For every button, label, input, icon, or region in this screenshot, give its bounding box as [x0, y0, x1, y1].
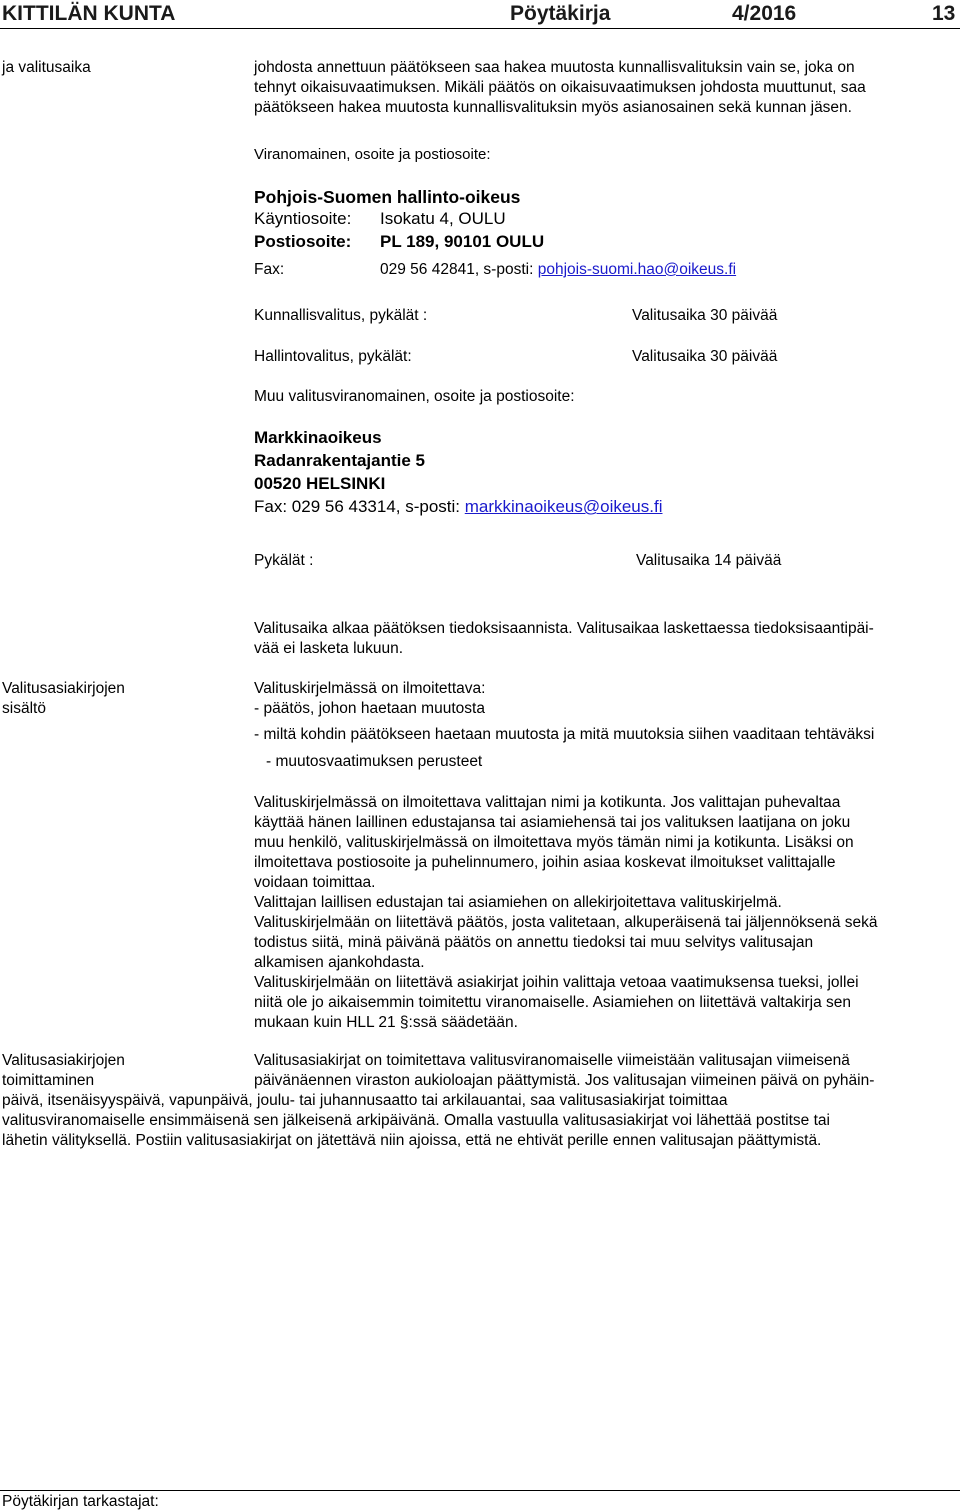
footer-inspectors-label: Pöytäkirjan tarkastajat: — [2, 1493, 159, 1510]
body-line: johdosta annettuun päätökseen saa hakea muutosta kunnallisvalituksin vain se, joka on — [254, 59, 855, 76]
fax-label: Fax: — [254, 261, 285, 278]
footer-rule — [0, 1490, 960, 1491]
contents-item: - muutosvaatimuksen perusteet — [266, 753, 483, 770]
other-authority-email-link[interactable]: markkinaoikeus@oikeus.fi — [464, 497, 663, 516]
appeal-value: Valitusaika 30 päivää — [632, 348, 778, 365]
contents-intro: Valituskirjelmässä on ilmoitettava: — [254, 680, 486, 697]
other-authority-street: Radanrakentajantie 5 — [254, 451, 426, 470]
delivery-line: päivä, itsenäisyyspäivä, vapunpäivä, joulu- tai juhannusaatto tai arkilauantai, saa valitusasiakirjat toimittaa — [2, 1092, 728, 1109]
contents-body-line: käyttää hänen laillinen edustajansa tai asiamiehensä tai jos valituksen laatijana on joku — [254, 814, 851, 831]
other-authority-intro: Muu valitusviranomainen, osoite ja postiosoite: — [254, 388, 575, 405]
authority-intro: Viranomainen, osoite ja postiosoite: — [254, 146, 491, 163]
contents-body-line: todistus siitä, minä päivänä päätös on annettu tiedoksi tai muu selvitys valitusajan — [254, 934, 814, 951]
contents-body-line: muu henkilö, valituskirjelmässä on ilmoitettava myös tämän nimi ja kotikunta. Lisäksi on — [254, 834, 854, 851]
contents-body-line: Valittajan laillisen edustajan tai asiamiehen on allekirjoitettava valituskirjelmä. — [254, 894, 782, 911]
other-authority-city: 00520 HELSINKI — [254, 474, 386, 493]
contents-body-line: Valituskirjelmään on liitettävä asiakirjat joihin valittaja vetoaa vaatimuksensa tueksi, jollei — [254, 974, 859, 991]
visit-address-value: Isokatu 4, OULU — [380, 209, 506, 228]
contents-body-line: mukaan kuin HLL 21 §:ssä säädetään. — [254, 1014, 518, 1031]
page-header — [0, 0, 960, 28]
other-authority-fax: Fax: 029 56 43314, s-posti: — [254, 497, 465, 516]
fax-email-line — [380, 260, 736, 280]
delivery-line: päivänäennen viraston aukioloajan päättymistä. Jos valitusajan viimeinen päivä on pyhäin- — [254, 1072, 875, 1089]
postal-address-label: Postiosoite: — [254, 232, 352, 251]
section-label-contents-2: sisältö — [2, 700, 46, 717]
sections-label: Pykälät : — [254, 552, 314, 569]
email-link[interactable]: pohjois-suomi.hao@oikeus.fi — [537, 261, 737, 278]
appeal-label: Kunnallisvalitus, pykälät : — [254, 307, 428, 324]
body-line: päätökseen hakea muutosta kunnallisvalituksin myös asianosainen sekä kunnan jäsen. — [254, 99, 852, 116]
header-org: KITTILÄN KUNTA — [2, 2, 176, 25]
appeal-value: Valitusaika 30 päivää — [632, 307, 778, 324]
visit-address-label: Käyntiosoite: — [254, 209, 352, 228]
section-label-valitusaika: ja valitusaika — [2, 59, 91, 76]
section-label-delivery-2: toimittaminen — [2, 1072, 95, 1089]
section-label-contents: Valitusasiakirjojen — [2, 680, 125, 697]
contents-body-line: alkamisen ajankohdasta. — [254, 954, 425, 971]
sections-value: Valitusaika 14 päivää — [636, 552, 782, 569]
appeal-label: Hallintovalitus, pykälät: — [254, 348, 412, 365]
delivery-line: Valitusasiakirjat on toimitettava valitusviranomaiselle viimeistään valitusajan viimeisenä — [254, 1052, 850, 1069]
delivery-line: valitusviranomaiselle ensimmäisenä sen jälkeisenä arkipäivänä. Omalla vastuulla valitusasiakirjat voi lähettää postitse tai — [2, 1112, 830, 1129]
postal-address-value: PL 189, 90101 OULU — [380, 232, 545, 251]
body-line: tehnyt oikaisuvaatimuksen. Mikäli päätös on oikaisuvaatimuksen johdosta muuttunut, saa — [254, 79, 866, 96]
contents-body-line: ilmoitettava postiosoite ja puhelinnumero, joihin asiaa koskevat ilmoitukset valittajalle — [254, 854, 836, 871]
header-doc-type: Pöytäkirja — [510, 2, 611, 25]
start-note-line: vää ei lasketa lukuun. — [254, 640, 404, 657]
delivery-line: lähetin välityksellä. Postiin valitusasiakirjat on jätettävä niin ajoissa, että ne ehtivät perille ennen valitusajan päättymistä. — [2, 1132, 822, 1149]
header-rule — [0, 28, 960, 29]
contents-item: - päätös, johon haetaan muutosta — [254, 700, 485, 717]
contents-body-line: niitä ole jo aikaisemmin toimitettu viranomaiselle. Asiamiehen on liitettävä valtakirja sen — [254, 994, 852, 1011]
section-label-delivery: Valitusasiakirjojen — [2, 1052, 125, 1069]
authority-name: Pohjois-Suomen hallinto-oikeus — [254, 187, 521, 207]
fax-value: 029 56 42841, s-posti: — [380, 261, 538, 278]
header-page-number: 13 — [932, 2, 956, 25]
contents-body-line: voidaan toimittaa. — [254, 874, 376, 891]
header-number: 4/2016 — [732, 2, 797, 25]
start-note-line: Valitusaika alkaa päätöksen tiedoksisaannista. Valitusaikaa laskettaessa tiedoksisaantipäi- — [254, 620, 874, 637]
contents-item: - miltä kohdin päätökseen haetaan muutosta ja mitä muutoksia siihen vaaditaan tehtäväksi — [254, 726, 875, 743]
contents-body-line: Valituskirjelmään on liitettävä päätös, josta valitetaan, alkuperäisenä tai jäljennöksenä sekä — [254, 914, 878, 931]
contents-body-line: Valituskirjelmässä on ilmoitettava valittajan nimi ja kotikunta. Jos valittajan puhevaltaa — [254, 794, 841, 811]
other-authority-fax-line — [254, 497, 662, 517]
other-authority-name: Markkinaoikeus — [254, 428, 382, 447]
